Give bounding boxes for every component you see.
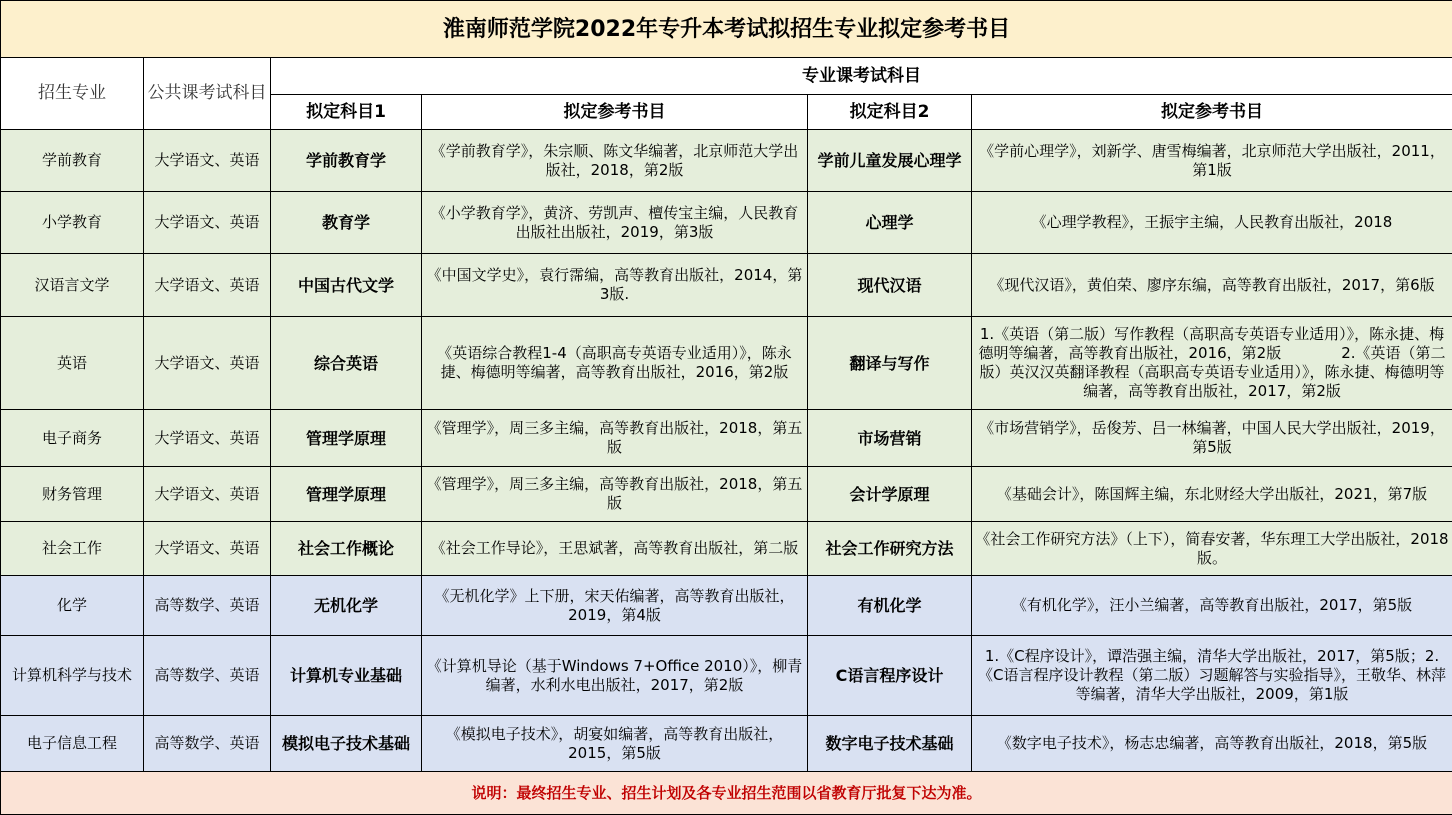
major-cell: 财务管理	[1, 467, 144, 522]
header-public-subjects: 公共课考试科目	[144, 58, 271, 130]
subject-1-cell: 计算机专业基础	[271, 636, 422, 716]
header-book-2: 拟定参考书目	[972, 95, 1452, 130]
subject-2-cell: 现代汉语	[808, 254, 972, 317]
table-row	[1, 716, 1452, 772]
book-1-cell: 《英语综合教程1-4（高职高专英语专业适用）》，陈永捷、梅德明等编著，高等教育出版社，2016，第2版	[422, 317, 808, 410]
public-subjects-cell: 高等数学、英语	[144, 716, 271, 772]
subject-1-cell: 中国古代文学	[271, 254, 422, 317]
public-subjects-cell: 大学语文、英语	[144, 192, 271, 254]
public-subjects-cell: 大学语文、英语	[144, 317, 271, 410]
book-2-cell: 《社会工作研究方法》（上下），简春安著，华东理工大学出版社，2018版。	[972, 522, 1452, 576]
table-body	[1, 130, 1452, 772]
page-title: 淮南师范学院2022年专升本考试拟招生专业拟定参考书目	[1, 1, 1452, 58]
book-1-cell: 《小学教育学》，黄济、劳凯声、檀传宝主编，人民教育出版社出版社，2019，第3版	[422, 192, 808, 254]
book-2-cell: 《心理学教程》，王振宇主编，人民教育出版社，2018	[972, 192, 1452, 254]
subject-2-cell: 会计学原理	[808, 467, 972, 522]
public-subjects-cell: 大学语文、英语	[144, 254, 271, 317]
table-row	[1, 636, 1452, 716]
public-subjects-cell: 大学语文、英语	[144, 130, 271, 192]
book-1-cell: 《无机化学》上下册，宋天佑编著，高等教育出版社，2019，第4版	[422, 576, 808, 636]
book-1-cell: 《计算机导论（基于Windows 7+Office 2010）》，柳青编著，水利水电出版社，2017，第2版	[422, 636, 808, 716]
public-subjects-cell: 高等数学、英语	[144, 576, 271, 636]
public-subjects-cell: 大学语文、英语	[144, 467, 271, 522]
public-subjects-cell: 高等数学、英语	[144, 636, 271, 716]
book-1-cell: 《中国文学史》，袁行霈编，高等教育出版社，2014，第3版.	[422, 254, 808, 317]
book-1-cell: 《学前教育学》，朱宗顺、陈文华编著，北京师范大学出版社，2018，第2版	[422, 130, 808, 192]
table-row	[1, 192, 1452, 254]
header-row-1	[1, 58, 1452, 95]
book-2-cell: 《数字电子技术》，杨志忠编著，高等教育出版社，2018，第5版	[972, 716, 1452, 772]
subject-2-cell: C语言程序设计	[808, 636, 972, 716]
major-cell: 电子信息工程	[1, 716, 144, 772]
book-2-cell: 《基础会计》，陈国辉主编，东北财经大学出版社，2021，第7版	[972, 467, 1452, 522]
title-row	[1, 1, 1452, 58]
book-2-cell: 1.《英语（第二版）写作教程（高职高专英语专业适用）》，陈永捷、梅德明等编著，高等教育出版社，2016，第2版 2.《英语（第二版）英汉汉英翻译教程（高职高专英语专业适用）》，陈永捷、梅德明等编著，高等教育出版社，2017，第2版	[972, 317, 1452, 410]
subject-2-cell: 翻译与写作	[808, 317, 972, 410]
footer-row	[1, 772, 1452, 815]
major-cell: 社会工作	[1, 522, 144, 576]
major-cell: 计算机科学与技术	[1, 636, 144, 716]
subject-2-cell: 有机化学	[808, 576, 972, 636]
major-cell: 化学	[1, 576, 144, 636]
public-subjects-cell: 大学语文、英语	[144, 522, 271, 576]
header-major: 招生专业	[1, 58, 144, 130]
subject-1-cell: 模拟电子技术基础	[271, 716, 422, 772]
subject-2-cell: 数字电子技术基础	[808, 716, 972, 772]
book-2-cell: 《现代汉语》，黄伯荣、廖序东编，高等教育出版社，2017，第6版	[972, 254, 1452, 317]
subject-1-cell: 社会工作概论	[271, 522, 422, 576]
subject-2-cell: 社会工作研究方法	[808, 522, 972, 576]
subject-1-cell: 管理学原理	[271, 410, 422, 467]
public-subjects-cell: 大学语文、英语	[144, 410, 271, 467]
table-row	[1, 522, 1452, 576]
book-1-cell: 《管理学》，周三多主编，高等教育出版社，2018，第五版	[422, 467, 808, 522]
header-subject-2: 拟定科目2	[808, 95, 972, 130]
table-row	[1, 410, 1452, 467]
subject-1-cell: 管理学原理	[271, 467, 422, 522]
subject-2-cell: 学前儿童发展心理学	[808, 130, 972, 192]
subject-1-cell: 学前教育学	[271, 130, 422, 192]
book-2-cell: 《学前心理学》，刘新学、唐雪梅编著，北京师范大学出版社，2011，第1版	[972, 130, 1452, 192]
header-book-1: 拟定参考书目	[422, 95, 808, 130]
major-cell: 电子商务	[1, 410, 144, 467]
subject-2-cell: 市场营销	[808, 410, 972, 467]
header-subject-1: 拟定科目1	[271, 95, 422, 130]
major-cell: 汉语言文学	[1, 254, 144, 317]
book-1-cell: 《模拟电子技术》，胡宴如编著，高等教育出版社，2015，第5版	[422, 716, 808, 772]
table-row	[1, 317, 1452, 410]
table-row	[1, 467, 1452, 522]
book-1-cell: 《管理学》，周三多主编，高等教育出版社，2018，第五版	[422, 410, 808, 467]
book-1-cell: 《社会工作导论》，王思斌著，高等教育出版社，第二版	[422, 522, 808, 576]
book-2-cell: 《市场营销学》，岳俊芳、吕一林编著，中国人民大学出版社，2019，第5版	[972, 410, 1452, 467]
subject-1-cell: 教育学	[271, 192, 422, 254]
table-row	[1, 576, 1452, 636]
major-cell: 学前教育	[1, 130, 144, 192]
table-row	[1, 254, 1452, 317]
subject-2-cell: 心理学	[808, 192, 972, 254]
table-row	[1, 130, 1452, 192]
major-cell: 英语	[1, 317, 144, 410]
subject-1-cell: 无机化学	[271, 576, 422, 636]
footer-note: 说明：最终招生专业、招生计划及各专业招生范围以省教育厅批复下达为准。	[1, 772, 1452, 815]
book-2-cell: 《有机化学》，汪小兰编著，高等教育出版社，2017，第5版	[972, 576, 1452, 636]
major-cell: 小学教育	[1, 192, 144, 254]
header-professional-subjects: 专业课考试科目	[271, 58, 1452, 95]
book-2-cell: 1.《C程序设计》，谭浩强主编，清华大学出版社，2017，第5版；2.《C语言程序设计教程（第二版）习题解答与实验指导》，王敬华、林萍等编著，清华大学出版社，2009，第1版	[972, 636, 1452, 716]
subject-1-cell: 综合英语	[271, 317, 422, 410]
